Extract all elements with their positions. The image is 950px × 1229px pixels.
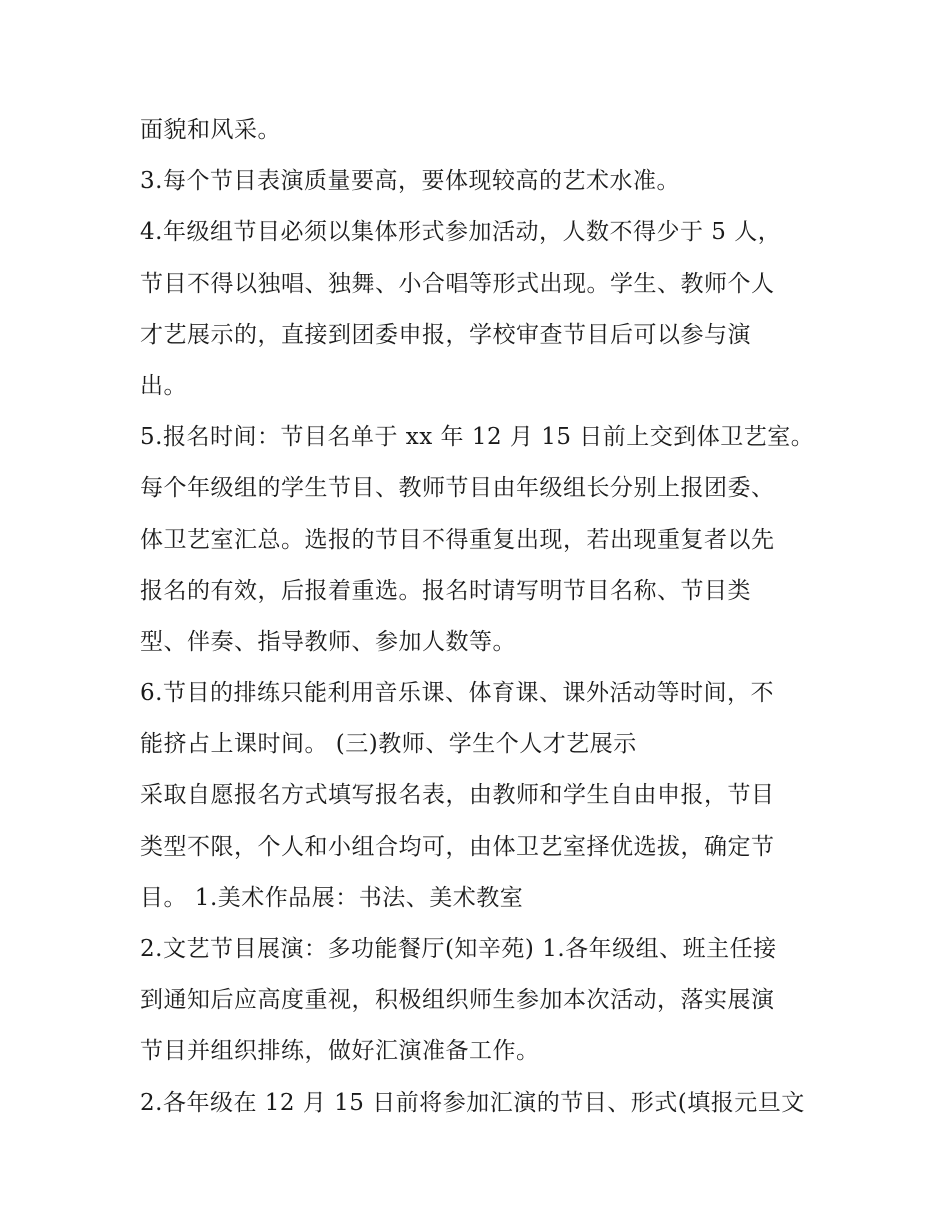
text-line: 5.报名时间：节目名单于 xx 年 12 月 15 日前上交到体卫艺室。 — [140, 424, 815, 451]
text-line: 类型不限，个人和小组合均可，由体卫艺室择优选拔，确定节 — [140, 833, 775, 860]
text-line: 型、伴奏、指导教师、参加人数等。 — [140, 628, 516, 655]
text-line: 出。 — [140, 372, 187, 399]
text-line: 目。 1.美术作品展：书法、美术教室 — [140, 884, 524, 911]
text-line: 体卫艺室汇总。选报的节目不得重复出现，若出现重复者以先 — [140, 526, 775, 553]
text-line: 节目并组织排练，做好汇演准备工作。 — [140, 1038, 540, 1065]
text-line: 2.文艺节目展演：多功能餐厅(知辛苑) 1.各年级组、班主任接 — [140, 936, 777, 962]
text-line: 才艺展示的，直接到团委申报，学校审查节目后可以参与演 — [140, 321, 751, 348]
text-line: 6.节目的排练只能利用音乐课、体育课、课外活动等时间，不 — [140, 680, 774, 707]
text-line: 2.各年级在 12 月 15 日前将参加汇演的节目、形式(填报元旦文 — [140, 1089, 805, 1116]
document-body — [140, 105, 820, 1129]
text-line: 采取自愿报名方式填写报名表，由教师和学生自由申报，节目 — [140, 782, 775, 809]
text-line: 4.年级组节目必须以集体形式参加活动，人数不得少于 5 人， — [140, 219, 782, 246]
text-line: 每个年级组的学生节目、教师节目由年级组长分别上报团委、 — [140, 475, 775, 502]
text-line: 节目不得以独唱、独舞、小合唱等形式出现。学生、教师个人 — [140, 270, 775, 297]
text-line: 报名的有效，后报着重选。报名时请写明节目名称、节目类 — [140, 577, 751, 604]
text-line: 面貌和风采。 — [140, 117, 281, 143]
text-line: 能挤占上课时间。 (三)教师、学生个人才艺展示 — [140, 731, 637, 758]
text-line: 到通知后应高度重视，积极组织师生参加本次活动，落实展演 — [140, 987, 775, 1014]
text-line: 3.每个节目表演质量要高，要体现较高的艺术水准。 — [140, 168, 680, 195]
